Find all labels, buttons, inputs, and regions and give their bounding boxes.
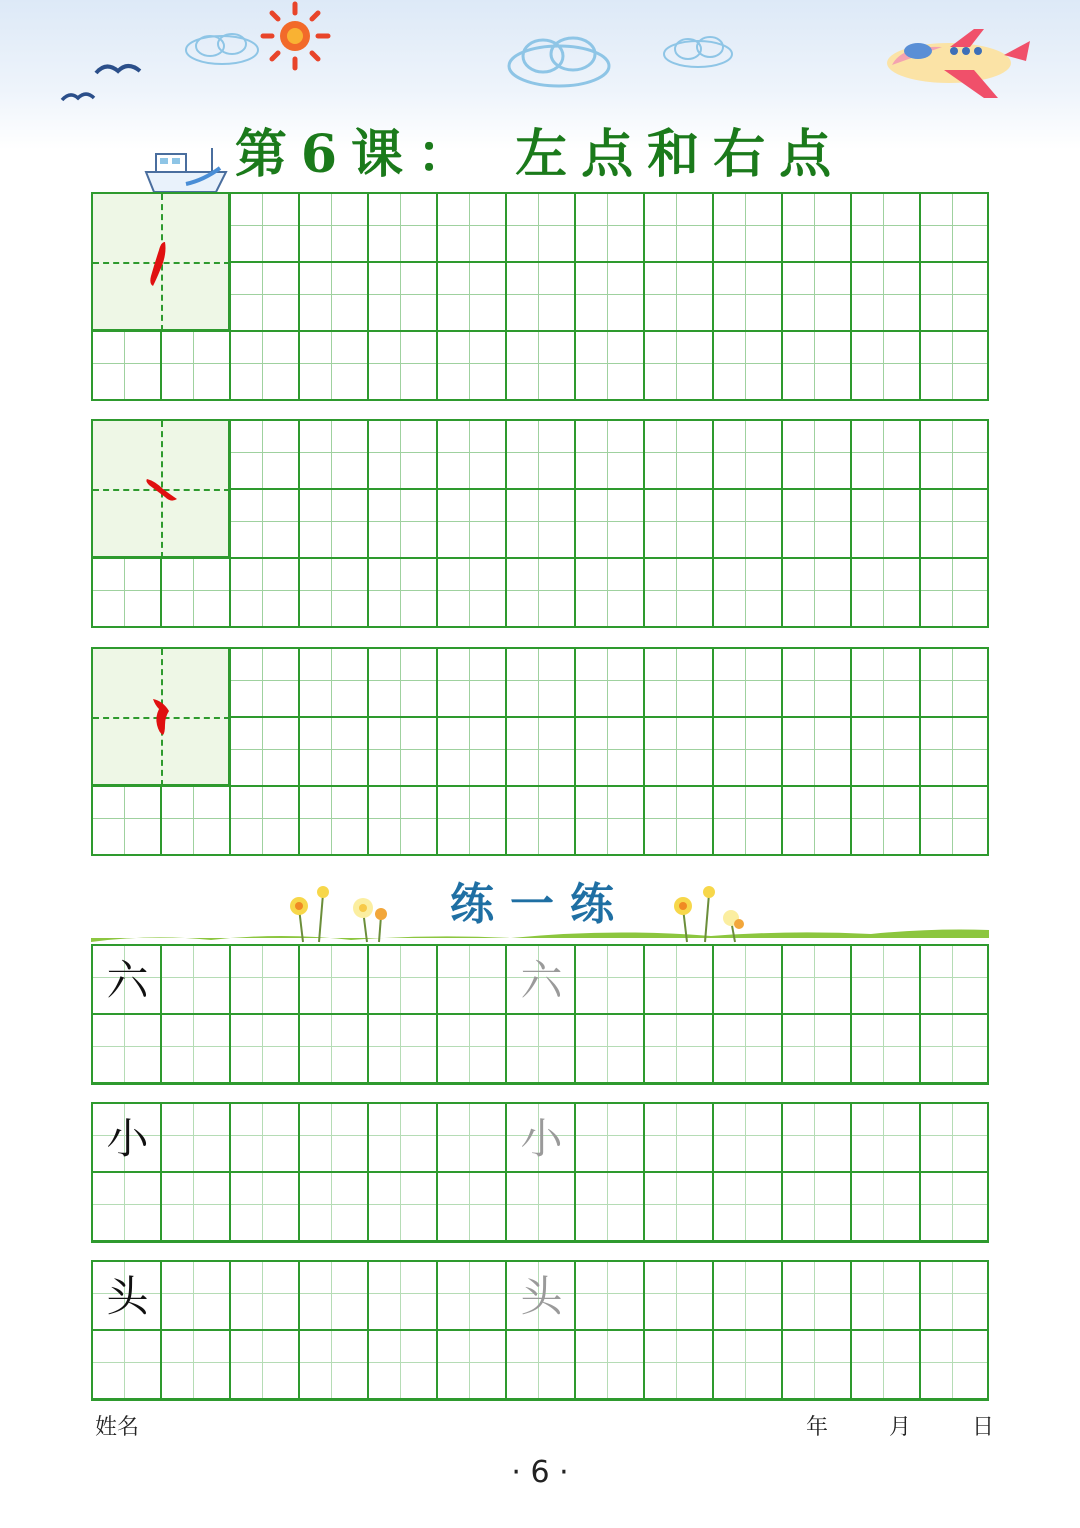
- vertical-left-dot-stroke-icon: [93, 194, 230, 331]
- stroke-grid-2: [91, 419, 989, 628]
- stroke-grid-1: [91, 192, 989, 401]
- grass-flowers-icon: [91, 884, 989, 946]
- cloud-icon: [660, 32, 736, 72]
- airplane-icon: [884, 25, 1034, 103]
- cloud-icon: [503, 30, 615, 92]
- stroke-grid-3: [91, 647, 989, 856]
- name-label: 姓名: [95, 1415, 140, 1440]
- day-label: 日: [972, 1415, 995, 1440]
- month-label: 月: [889, 1415, 912, 1440]
- seagulls-icon: [58, 55, 158, 110]
- trace-character: 六: [520, 956, 563, 1005]
- model-character: 小: [106, 1114, 149, 1163]
- model-character: 头: [106, 1272, 149, 1321]
- sun-icon: [258, 0, 334, 74]
- trace-character: 小: [520, 1114, 563, 1163]
- practice-heading: 练一练: [450, 879, 630, 930]
- year-label: 年: [806, 1415, 829, 1440]
- lesson-title: 第6课： 左点和右点: [234, 124, 846, 185]
- trace-character: 头: [520, 1272, 563, 1321]
- stroke-model-cell: [93, 649, 230, 786]
- stroke-model-cell: [93, 421, 230, 558]
- model-character: 六: [106, 956, 149, 1005]
- stroke-model-cell: [93, 194, 230, 331]
- page-number: · 6 ·: [511, 1455, 569, 1490]
- practice-grid-2: [91, 1102, 989, 1243]
- practice-grid-3: [91, 1260, 989, 1401]
- right-dot-stroke-icon: [93, 421, 230, 558]
- practice-grid-1: [91, 944, 989, 1085]
- cloud-icon: [182, 28, 260, 68]
- left-dot-hook-stroke-icon: [93, 649, 230, 786]
